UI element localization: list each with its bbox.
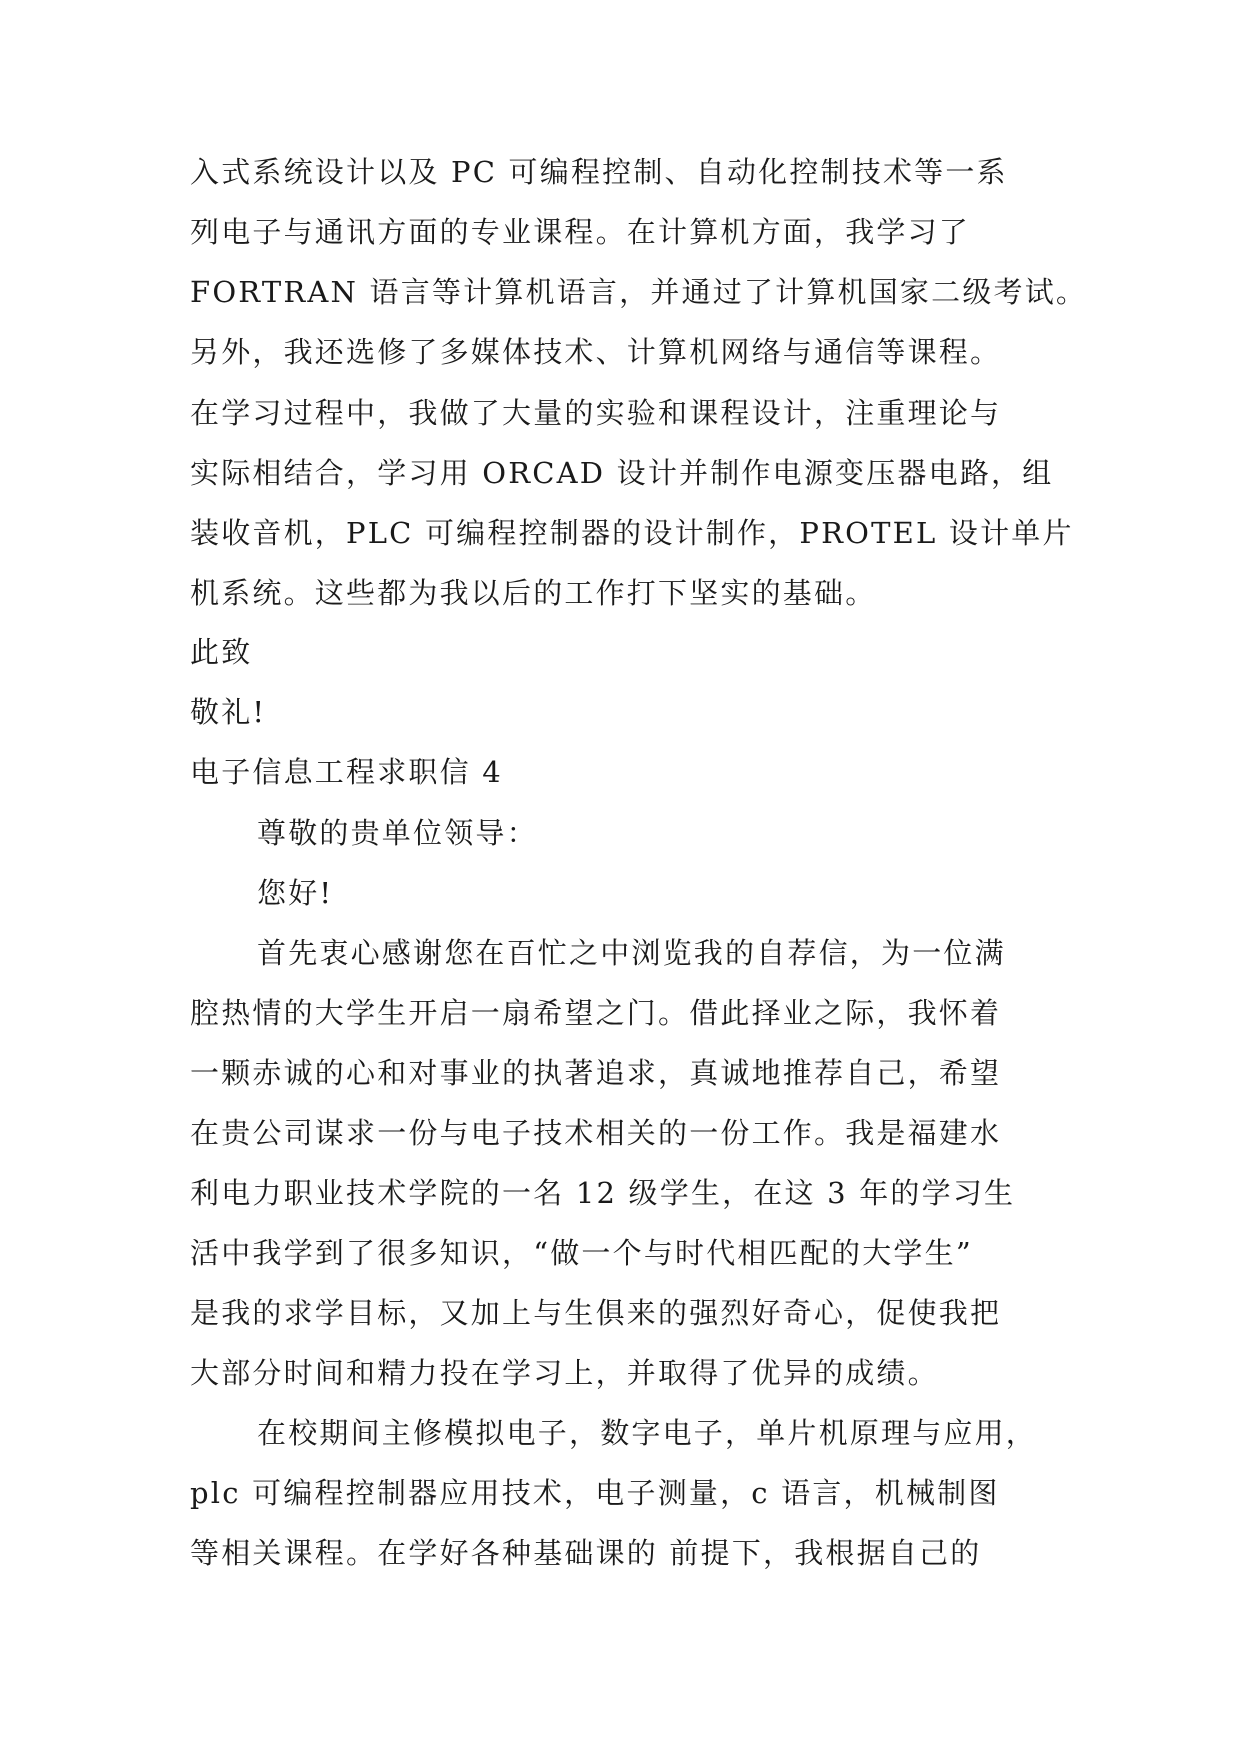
text-line: 利电力职业技术学院的一名 12 级学生，在这 3 年的学习生 — [190, 1176, 1016, 1210]
text-line: 活中我学到了很多知识，“做一个与时代相匹配的大学生” — [190, 1236, 973, 1270]
text-line: 在贵公司谋求一份与电子技术相关的一份工作。我是福建水 — [190, 1116, 1002, 1150]
section-heading: 电子信息工程求职信 4 — [190, 755, 503, 789]
text-line: 在学习过程中，我做了大量的实验和课程设计，注重理论与 — [190, 396, 1002, 430]
text-line: 机系统。这些都为我以后的工作打下坚实的基础。 — [190, 576, 877, 610]
text-line: 大部分时间和精力投在学习上，并取得了优异的成绩。 — [190, 1356, 939, 1390]
text-line: 列电子与通讯方面的专业课程。在计算机方面，我学习了 — [190, 215, 971, 249]
text-line: plc 可编程控制器应用技术，电子测量，c 语言，机械制图 — [190, 1476, 1000, 1510]
text-line: 另外，我还选修了多媒体技术、计算机网络与通信等课程。 — [190, 335, 1002, 369]
text-line: 是我的求学目标，又加上与生俱来的强烈好奇心，促使我把 — [190, 1296, 1002, 1330]
text-line: 实际相结合，学习用 ORCAD 设计并制作电源变压器电路，组 — [190, 456, 1054, 490]
text-line: 装收音机，PLC 可编程控制器的设计制作，PROTEL 设计单片 — [190, 516, 1074, 550]
closing-salutation: 此致 — [190, 635, 253, 669]
letter-greeting: 尊敬的贵单位领导： — [257, 816, 538, 850]
text-line: 入式系统设计以及 PC 可编程控制、自动化控制技术等一系 — [190, 155, 1008, 189]
text-line: 腔热情的大学生开启一扇希望之门。借此择业之际，我怀着 — [190, 996, 1002, 1030]
text-line: 等相关课程。在学好各种基础课的 前提下，我根据自己的 — [190, 1536, 982, 1570]
text-line: 在校期间主修模拟电子，数字电子，单片机原理与应用， — [257, 1416, 1038, 1450]
text-line: FORTRAN 语言等计算机语言，并通过了计算机国家二级考试。 — [190, 275, 1088, 309]
text-line: 首先衷心感谢您在百忙之中浏览我的自荐信，为一位满 — [257, 936, 1006, 970]
letter-hello: 您好! — [257, 876, 334, 910]
closing-regards: 敬礼! — [190, 695, 267, 729]
text-line: 一颗赤诚的心和对事业的执著追求，真诚地推荐自己，希望 — [190, 1056, 1002, 1090]
